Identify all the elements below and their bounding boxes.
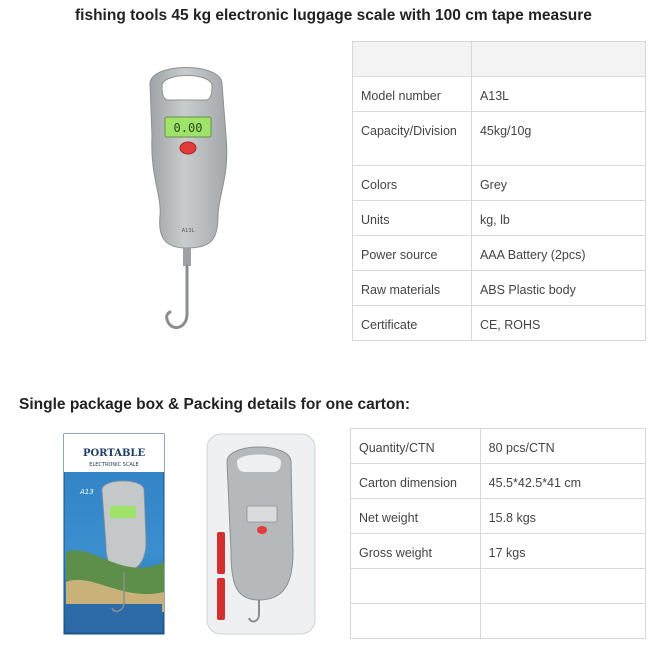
scale-model-mark: A13L xyxy=(181,228,195,234)
spec-label: Capacity/Division xyxy=(353,112,472,166)
packing-value: 80 pcs/CTN xyxy=(480,429,645,464)
packing-empty-cell xyxy=(480,604,645,639)
packing-label: Carton dimension xyxy=(351,464,481,499)
spec-value: A13L xyxy=(471,77,645,112)
packing-value: 45.5*42.5*41 cm xyxy=(480,464,645,499)
spec-label: Certificate xyxy=(353,306,472,341)
retail-box-image xyxy=(62,432,172,637)
box-brand-text: PORTABLE xyxy=(82,448,146,459)
packing-label: Net weight xyxy=(351,499,481,534)
spec-value: AAA Battery (2pcs) xyxy=(471,236,645,271)
packing-empty-cell xyxy=(351,569,481,604)
page-title: fishing tools 45 kg electronic luggage scale with 100 cm tape measure xyxy=(75,7,592,24)
packing-empty-cell xyxy=(351,604,481,639)
scale-display-text: 0.00 xyxy=(173,121,203,135)
spec-label: Units xyxy=(353,201,472,236)
box-subtitle-text: ELECTRONIC SCALE xyxy=(89,462,139,468)
spec-label: Raw materials xyxy=(353,271,472,306)
spec-value: kg, lb xyxy=(471,201,645,236)
packing-value: 15.8 kgs xyxy=(480,499,645,534)
packing-label: Quantity/CTN xyxy=(351,429,481,464)
blister-pack-image xyxy=(205,432,317,637)
packing-table xyxy=(350,428,646,639)
spec-value: CE, ROHS xyxy=(471,306,645,341)
spec-label: Power source xyxy=(353,236,472,271)
packing-empty-cell xyxy=(480,569,645,604)
packing-label: Gross weight xyxy=(351,534,481,569)
box-model-text: A13 xyxy=(80,488,94,496)
spec-header-cell xyxy=(353,42,472,77)
spec-header-cell xyxy=(471,42,645,77)
spec-table xyxy=(352,41,646,341)
spec-value: ABS Plastic body xyxy=(471,271,645,306)
spec-label: Colors xyxy=(353,166,472,201)
packing-section-title: Single package box & Packing details for one carton: xyxy=(19,396,411,413)
luggage-scale-image xyxy=(130,56,250,356)
spec-label: Model number xyxy=(353,77,472,112)
packing-value: 17 kgs xyxy=(480,534,645,569)
spec-value: 45kg/10g xyxy=(471,112,645,166)
spec-value: Grey xyxy=(471,166,645,201)
